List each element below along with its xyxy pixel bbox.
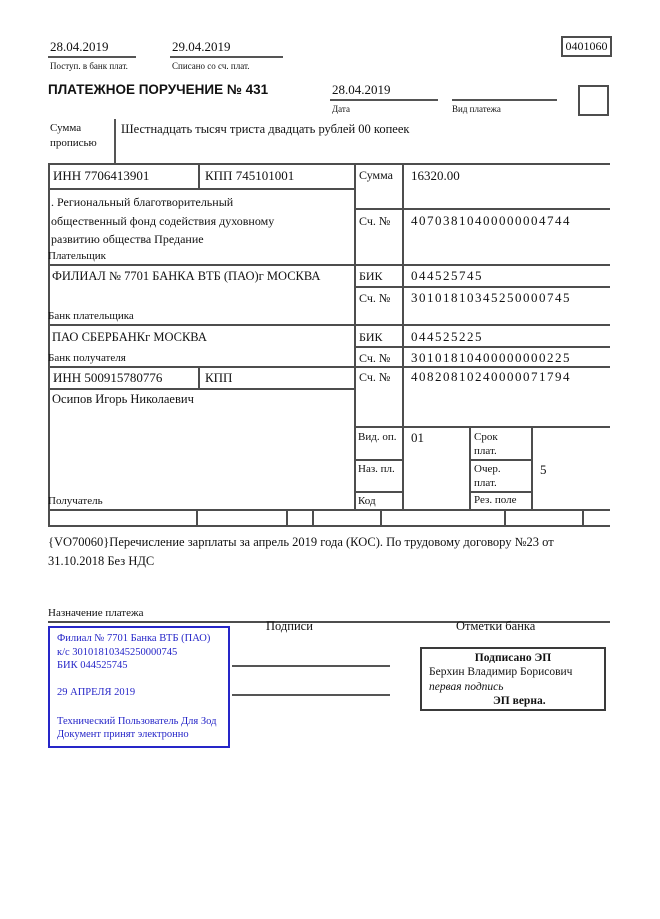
- payer-bank-bik: 044525745: [411, 268, 483, 283]
- stamp-status: Документ принят электронно: [57, 729, 189, 741]
- form-code: 0401060: [565, 39, 608, 53]
- sum-value: 16320.00: [411, 168, 460, 183]
- payer-name: . Региональный благотворительный общественный фонд содействия духовному развитию общества Предание: [51, 195, 275, 247]
- payer-bank-section-label: Банк плательщика: [48, 310, 134, 322]
- line-under-payee-inn: [48, 388, 356, 390]
- esign-kind: первая подпись: [429, 680, 504, 693]
- bank-marks-label: Отметки банка: [456, 619, 536, 633]
- payer-account: 40703810400000004744: [411, 213, 571, 228]
- op-type-value: 01: [411, 430, 424, 445]
- priority-label: Очер. плат.: [474, 463, 501, 490]
- date-underline: [330, 99, 438, 101]
- signatures-label: Подписи: [266, 619, 313, 633]
- code-label: Код: [358, 495, 376, 507]
- stamp-corr-account: к/с 30101810345250000745: [57, 646, 178, 658]
- document-date: 28.04.2019: [332, 82, 391, 97]
- payee-account: 40820810240000071794: [411, 369, 571, 384]
- payer-section-label: Плательщик: [48, 250, 106, 262]
- debited-date: 29.04.2019: [172, 39, 231, 54]
- date-label: Дата: [332, 104, 350, 114]
- line-opblock-row1b: [469, 459, 533, 461]
- line-under-payer: [48, 264, 610, 266]
- esign-title: Подписано ЭП: [474, 652, 552, 664]
- bank-stamp: [48, 626, 230, 748]
- esign-valid: ЭП верна.: [493, 695, 546, 708]
- stamp-date: 29 АПРЕЛЯ 2019: [57, 686, 136, 698]
- op-type-label: Вид. оп.: [358, 431, 397, 443]
- amount-words-label: Сумма прописью: [50, 122, 97, 149]
- payee-bank-bik: 044525225: [411, 329, 483, 344]
- line-under-payerbank: [48, 324, 610, 326]
- payee-section-label: Получатель: [48, 495, 103, 507]
- payee-name: Осипов Игорь Николаевич: [52, 392, 194, 406]
- payee-bank-bik-label: БИК: [359, 330, 383, 344]
- payee-bank-section-label: Банк получателя: [48, 352, 126, 364]
- payer-bank-account: 30101810345250000745: [411, 290, 571, 305]
- debited-date-underline: [170, 56, 283, 58]
- payment-type-label: Вид платежа: [452, 104, 501, 114]
- line-taxrow-bottom: [48, 525, 610, 527]
- line-left-border: [48, 163, 50, 511]
- payer-bank-account-label: Сч. №: [359, 291, 391, 305]
- line-taxrow-v4: [380, 509, 382, 527]
- payee-bank-account-label: Сч. №: [359, 351, 391, 365]
- payer-inn: ИНН 7706413901: [53, 168, 150, 183]
- due-date-label: Срок плат.: [474, 431, 498, 458]
- line-payer-inn-kpp-divider: [198, 163, 200, 190]
- payee-kpp: КПП: [205, 370, 233, 385]
- line-taxrow-v1: [196, 509, 198, 527]
- payer-bank-name: ФИЛИАЛ № 7701 БАНКА ВТБ (ПАО)г МОСКВА: [52, 269, 321, 283]
- payment-purpose-label: Назначение платежа: [48, 607, 144, 619]
- stamp-bik: БИК 044525745: [57, 660, 128, 672]
- signature-line-2: [232, 694, 390, 696]
- line-payee-inn-kpp-divider: [198, 366, 200, 390]
- line-under-payeebank-bik: [354, 346, 610, 348]
- line-opblock-divider1: [469, 426, 471, 511]
- payment-type-box: [578, 85, 609, 116]
- payer-account-label: Сч. №: [359, 214, 391, 228]
- esign-box: [420, 647, 606, 711]
- payee-bank-name: ПАО СБЕРБАНКг МОСКВА: [52, 330, 207, 344]
- line-opblock-top: [354, 426, 610, 428]
- line-table-bottom: [48, 509, 610, 511]
- payee-account-label: Сч. №: [359, 370, 391, 384]
- payment-type-underline: [452, 99, 557, 101]
- received-in-bank-label: Поступ. в банк плат.: [50, 61, 128, 71]
- line-under-payerbank-bik: [354, 286, 610, 288]
- payment-purpose-text: {VO70060}Перечисление зарплаты за апрель 2019 года (КОС). По трудовому договору №23 от 31.10.2018 Без НДС: [48, 535, 554, 568]
- sum-label: Сумма: [359, 168, 393, 182]
- payer-kpp: КПП 745101001: [205, 168, 295, 183]
- payee-bank-account: 30101810400000000225: [411, 350, 571, 365]
- line-under-payeebank: [48, 366, 610, 368]
- debited-label: Списано со сч. плат.: [172, 61, 250, 71]
- received-in-bank-date: 28.04.2019: [50, 39, 109, 54]
- page-title: ПЛАТЕЖНОЕ ПОРУЧЕНИЕ № 431: [48, 82, 269, 97]
- esign-signer: Берхин Владимир Борисович: [429, 666, 573, 679]
- amount-in-words: Шестнадцать тысяч триста двадцать рублей 00 копеек: [121, 122, 410, 136]
- line-opblock-row1a: [354, 459, 404, 461]
- received-date-underline: [48, 56, 136, 58]
- payer-bank-bik-label: БИК: [359, 269, 383, 283]
- line-opblock-row2b: [469, 491, 533, 493]
- stamp-user: Технический Пользователь Для Зод: [57, 715, 217, 727]
- form-code-box: [561, 36, 612, 57]
- line-under-sum: [354, 208, 610, 210]
- line-table-top: [48, 163, 610, 165]
- stamp-bank-name: Филиал № 7701 Банка ВТБ (ПАО): [57, 633, 211, 644]
- priority-value: 5: [540, 462, 547, 477]
- line-taxrow-v2: [286, 509, 288, 527]
- line-taxrow-v3: [312, 509, 314, 527]
- signature-line-1: [232, 665, 390, 667]
- amount-words-divider: [114, 119, 116, 163]
- reserve-label: Рез. поле: [474, 494, 517, 506]
- purpose-code-label: Наз. пл.: [358, 463, 395, 475]
- line-opblock-row2a: [354, 491, 404, 493]
- line-under-payer-inn: [48, 188, 356, 190]
- payee-inn: ИНН 500915780776: [53, 370, 163, 385]
- line-taxrow-v0: [48, 509, 50, 527]
- line-taxrow-v5: [504, 509, 506, 527]
- line-taxrow-v6: [582, 509, 584, 527]
- line-opblock-divider2: [531, 426, 533, 511]
